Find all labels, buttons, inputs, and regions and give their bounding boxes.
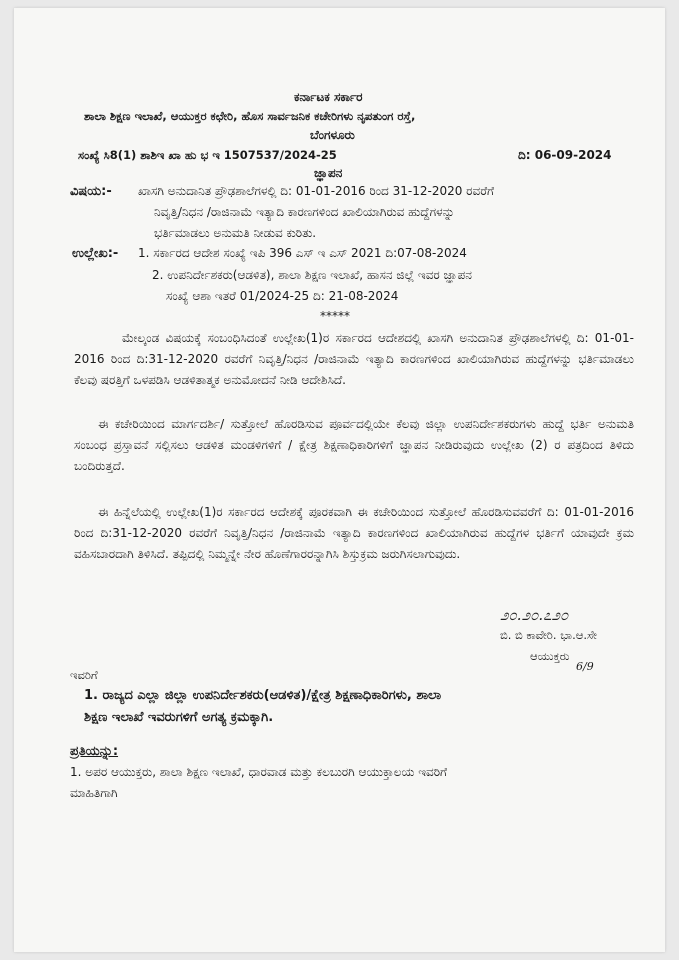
to-label: ಇವರಿಗೆ	[70, 668, 98, 682]
paragraph-1: ಮೇಲ್ಕಂಡ ವಿಷಯಕ್ಕೆ ಸಂಬಂಧಿಸಿದಂತೆ ಉಲ್ಲೇಖ(1)ರ ಸರ್ಕಾರದ ಆದೇಶದಲ್ಲಿ ಖಾಸಗಿ ಅನುದಾನಿತ ಪ್ರೌಢಶಾಲೆಗಳಲ್ಲಿ ದಿ: 01-01-2016 ರಿಂದ ದಿ:31-12-2020 ರವರೆಗೆ ನಿವೃತ್ತಿ/ನಿಧನ /ರಾಜಿನಾಮೆ ಇತ್ಯಾದಿ ಕಾರಣಗಳಿಂದ ಖಾಲಿಯಾಗಿರುವ ಹುದ್ದೆಗಳನ್ನು ಭರ್ತಿಮಾಡಲು ಕೆಲವು ಷರತ್ತಿಗೆ ಒಳಪಡಿಸಿ ಆಡಳಿತಾತ್ಮಕ ಅನುಮೋದನೆ ನೀಡಿ ಆದೇಶಿಸಿದೆ.	[74, 331, 634, 387]
office-city: ಬೆಂಗಳೂರು	[310, 128, 355, 142]
document-date: ದಿ: 06-09-2024	[518, 148, 612, 162]
document-type: ಜ್ಞಾಪನ	[314, 166, 343, 180]
paragraph-2: ಈ ಕಚೇರಿಯಿಂದ ಮಾರ್ಗದರ್ಶಿ/ ಸುತ್ತೋಲೆ ಹೊರಡಿಸುವ ಪೂರ್ವದಲ್ಲಿಯೇ ಕೆಲವು ಜಿಲ್ಲಾ ಉಪನಿರ್ದೇಶಕರುಗಳು ಹುದ್ದೆ ಭರ್ತಿ ಅನುಮತಿ ಸಂಬಂಧ ಪ್ರಸ್ತಾವನೆ ಸಲ್ಲಿಸಲು ಆಡಳಿತ ಮಂಡಳಿಗಳಿಗೆ / ಕ್ಷೇತ್ರ ಶಿಕ್ಷಣಾಧಿಕಾರಿಗಳಿಗೆ ಜ್ಞಾಪನ ನೀಡಿರುವುದು ಉಲ್ಲೇಖ (2) ರ ಪತ್ರದಿಂದ ತಿಳಿದು ಬಂದಿರುತ್ತದೆ.	[74, 417, 634, 473]
references-label: ಉಲ್ಲೇಖ:-	[72, 246, 119, 261]
paragraph-3: ಈ ಹಿನ್ನೆಲೆಯಲ್ಲಿ ಉಲ್ಲೇಖ(1)ರ ಸರ್ಕಾರದ ಆದೇಶಕ್ಕೆ ಪೂರಕವಾಗಿ ಈ ಕಚೇರಿಯಿಂದ ಸುತ್ತೋಲೆ ಹೊರಡಿಸುವವರೆಗೆ ದಿ: 01-01-2016 ರಿಂದ ದಿ:31-12-2020 ರವರೆಗೆ ನಿವೃತ್ತಿ/ನಿಧನ /ರಾಜಿನಾಮೆ ಇತ್ಯಾದಿ ಕಾರಣಗಳಿಂದ ಖಾಲಿಯಾಗಿರುವ ಹುದ್ದೆಗಳ ಭರ್ತಿಗೆ ಯಾವುದೇ ಕ್ರಮ ವಹಿಸಬಾರದಾಗಿ ತಿಳಿಸಿದೆ. ತಪ್ಪಿದಲ್ಲಿ ನಿಮ್ಮನ್ನೇ ನೇರ ಹೊಣೆಗಾರರನ್ನಾಗಿಸಿ ಶಿಸ್ತುಕ್ರಮ ಜರುಗಿಸಲಾಗುವುದು.	[74, 505, 634, 561]
subject-line-1: ಖಾಸಗಿ ಅನುದಾನಿತ ಪ್ರೌಢಶಾಲೆಗಳಲ್ಲಿ ದಿ: 01-01-2016 ರಿಂದ 31-12-2020 ರವರೆಗೆ	[138, 184, 495, 198]
signatory-name: ಬಿ. ಬಿ ಕಾವೇರಿ. ಭಾ.ಆ.ಸೇ	[500, 628, 597, 642]
signature-scribble: ೨೦.೨೦.೭೨೦	[500, 606, 569, 624]
signatory-designation: ಆಯುಕ್ತರು	[530, 649, 570, 663]
office-address: ಶಾಲಾ ಶಿಕ್ಷಣ ಇಲಾಖೆ, ಆಯುಕ್ತರ ಕಛೇರಿ, ಹೊಸ ಸಾರ್ವಜನಿಕ ಕಚೇರಿಗಳು ನೃಪತುಂಗ ರಸ್ತೆ,	[84, 109, 416, 123]
reference-number: ಸಂಖ್ಯೆ ಸಿ8(1) ಶಾಶಿಇ ಖಾ ಹು ಭ ಇ 1507537/2024-25	[78, 148, 337, 162]
subject-line-2: ನಿವೃತ್ತಿ/ನಿಧನ /ರಾಜಿನಾಮೆ ಇತ್ಯಾದಿ ಕಾರಣಗಳಿಂದ ಖಾಲಿಯಾಗಿರುವ ಹುದ್ದೆಗಳನ್ನು	[154, 205, 455, 219]
separator-stars: *****	[320, 309, 350, 323]
copy-label: ಪ್ರತಿಯನ್ನು:	[70, 744, 119, 759]
to-line-2: ಶಿಕ್ಷಣ ಇಲಾಖೆ ಇವರುಗಳಿಗೆ ಅಗತ್ಯ ಕ್ರಮಕ್ಕಾಗಿ.	[84, 710, 274, 725]
copy-line-2: ಮಾಹಿತಿಗಾಗಿ	[70, 786, 118, 800]
to-line-1: 1. ರಾಜ್ಯದ ಎಲ್ಲಾ ಜಿಲ್ಲಾ ಉಪನಿರ್ದೇಶಕರು(ಆಡಳಿತ)/ಕ್ಷೇತ್ರ ಶಿಕ್ಷಣಾಧಿಕಾರಿಗಳು, ಶಾಲಾ	[84, 688, 442, 703]
signature-initial: 6/9	[576, 660, 594, 673]
reference-item-2-line-2: ಸಂಖ್ಯೆ ಆಶಾ ಇತರೆ 01/2024-25 ದಿ: 21-08-2024	[166, 289, 399, 303]
reference-item-2-line-1: 2. ಉಪನಿರ್ದೇಶಕರು(ಆಡಳಿತ), ಶಾಲಾ ಶಿಕ್ಷಣ ಇಲಾಖೆ, ಹಾಸನ ಜಿಲ್ಲೆ ಇವರ ಜ್ಞಾಪನ	[152, 268, 472, 282]
copy-line-1: 1. ಅಪರ ಆಯುಕ್ತರು, ಶಾಲಾ ಶಿಕ್ಷಣ ಇಲಾಖೆ, ಧಾರವಾಡ ಮತ್ತು ಕಲಬುರಗಿ ಆಯುಕ್ತಾಲಯ ಇವರಿಗೆ	[70, 765, 448, 779]
reference-item-1: 1. ಸರ್ಕಾರದ ಆದೇಶ ಸಂಖ್ಯೆ ಇಪಿ 396 ಎಸ್ ಇ ಎಸ್ 2021 ದಿ:07-08-2024	[138, 246, 467, 260]
govt-title: ಕರ್ನಾಟಕ ಸರ್ಕಾರ	[294, 90, 363, 104]
document-page	[14, 8, 665, 952]
subject-label: ವಿಷಯ:-	[70, 184, 112, 199]
subject-line-3: ಭರ್ತಿಮಾಡಲು ಅನುಮತಿ ನೀಡುವ ಕುರಿತು.	[154, 226, 317, 240]
